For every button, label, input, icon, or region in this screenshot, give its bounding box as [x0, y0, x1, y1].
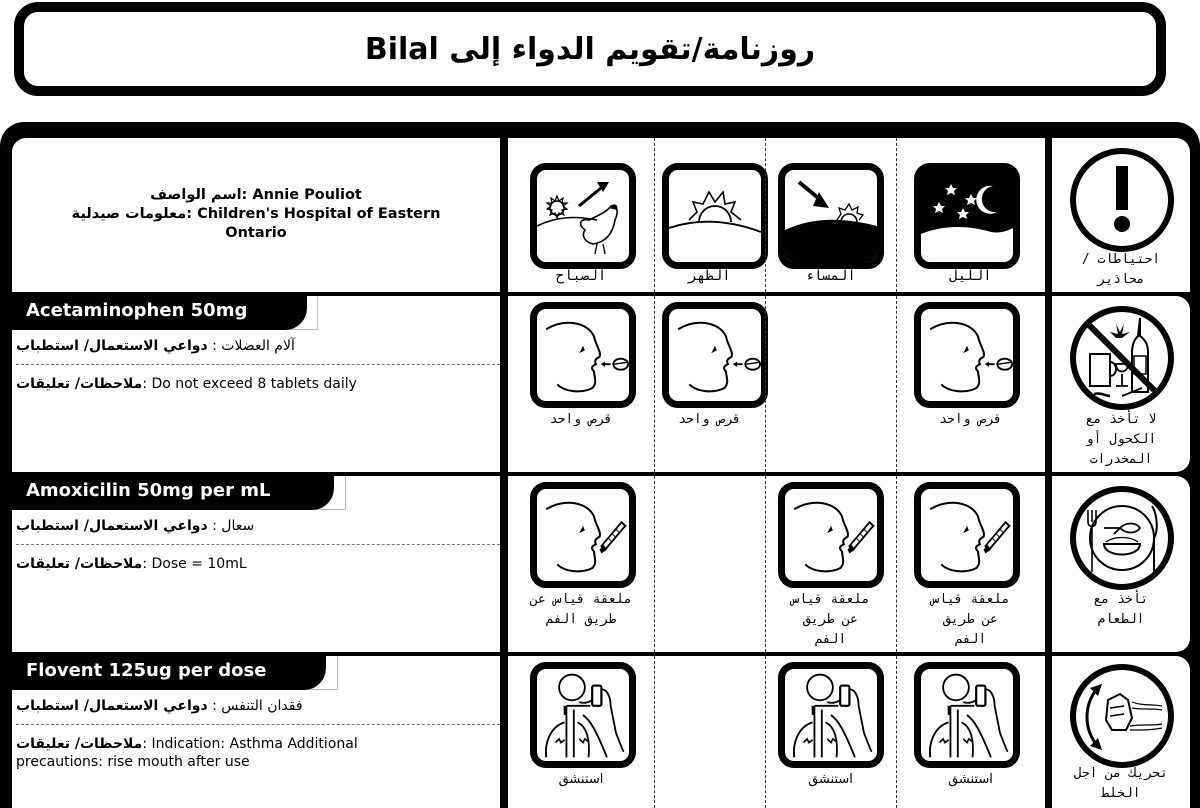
dose-morning [508, 476, 654, 652]
medication-name: Acetaminophen 50mg [12, 296, 307, 330]
indication-label: دواعي الاستعمال/ استطباب [16, 518, 208, 534]
medication-row-doses [508, 476, 1045, 652]
prescriber-name: اسم الواصف: Annie Pouliot [150, 186, 362, 203]
oral-syringe-icon [530, 482, 636, 588]
dose-label: قرص واحد [678, 412, 741, 427]
dose-label-line: عن طريق [803, 612, 858, 627]
time-label-evening: المساء [805, 268, 856, 284]
field-separator [16, 544, 500, 545]
time-column-night [896, 138, 1045, 292]
night-icon [914, 163, 1020, 269]
page-title: Bilal روزنامة/تقويم الدواء إلى [364, 31, 816, 67]
medication-row-info [12, 656, 500, 808]
precautions-header-label [1052, 250, 1190, 290]
exclamation-icon [1070, 148, 1174, 252]
dose-label: قرص واحد [939, 412, 1002, 427]
precaution-line: المخدرات [1089, 452, 1153, 467]
notes-label: ملاحظات/ تعليقات [16, 736, 143, 752]
dose-evening [765, 476, 896, 652]
take-with-food-icon [1070, 486, 1174, 590]
precautions-header [1052, 138, 1190, 292]
precaution-label [1052, 410, 1190, 470]
precaution-label [1052, 590, 1190, 630]
morning-icon [530, 163, 636, 269]
precaution-cell [1052, 476, 1190, 652]
time-column-morning [508, 138, 654, 292]
indication-field: سعال : دواعي الاستعمال/ استطباب [16, 518, 255, 534]
indication-value: آلام العضلات [221, 338, 295, 354]
field-separator [16, 364, 500, 365]
medication-row-doses [508, 296, 1045, 472]
precaution-line: الكحول أو [1085, 432, 1157, 447]
noon-icon [662, 163, 768, 269]
evening-icon [778, 163, 884, 269]
dose-noon [654, 296, 765, 472]
dose-label-line: الفم [954, 632, 987, 647]
dose-evening [765, 656, 896, 808]
indication-value: سعال [221, 518, 255, 534]
dose-label [508, 590, 654, 630]
notes-field: ملاحظات/ تعليقات: Indication: Asthma Additional precautions: rise mouth after use [16, 736, 358, 770]
dose-night [896, 476, 1045, 652]
shake-icon [1070, 664, 1174, 768]
field-separator [16, 724, 500, 725]
time-label-morning: الصباح [555, 268, 607, 284]
dose-morning [508, 296, 654, 472]
dose-label-line: عن طريق [943, 612, 998, 627]
title-box [14, 2, 1166, 96]
notes-value-cont: precautions: rise mouth after use [16, 754, 250, 770]
oral-syringe-icon [914, 482, 1020, 588]
indication-label: دواعي الاستعمال/ استطباب [16, 698, 208, 714]
precaution-cell [1052, 656, 1190, 808]
time-column-evening [765, 138, 896, 292]
indication-value: فقدان التنفس [221, 698, 303, 714]
medication-row-info [12, 476, 500, 652]
tablet-mouth-icon [914, 302, 1020, 408]
dose-noon-empty [654, 476, 765, 652]
dose-night [896, 656, 1045, 808]
time-column-noon [654, 138, 765, 292]
precaution-line: تحريك من اجل [1074, 766, 1168, 781]
dose-noon-empty [654, 656, 765, 808]
dose-morning [508, 656, 654, 808]
time-label-night: الليل [949, 268, 992, 284]
dose-label-line: ملعقة قياس [791, 592, 870, 607]
precaution-line: لا تأخذ مع [1085, 412, 1157, 427]
prescriber-info [72, 186, 441, 243]
dose-label-line: طريق الفم [545, 612, 617, 627]
notes-value: Dose = 10mL [151, 556, 247, 572]
notes-label: ملاحظات/ تعليقات [16, 556, 143, 572]
notes-value: Indication: Asthma Additional [151, 736, 358, 752]
dose-label: استنشق [808, 772, 853, 787]
indication-field: فقدان التنفس : دواعي الاستعمال/ استطباب [16, 698, 303, 714]
precaution-line: تأخذ مع [1093, 592, 1149, 607]
dose-label-line: ملعقة قياس عن [530, 592, 632, 607]
notes-label: ملاحظات/ تعليقات [16, 376, 143, 392]
oral-syringe-icon [778, 482, 884, 588]
precaution-line: الخلط [1101, 786, 1141, 801]
inhaler-icon [914, 662, 1020, 768]
dose-label: استنشق [558, 772, 604, 787]
notes-value: Do not exceed 8 tablets daily [151, 376, 357, 392]
medication-calendar [0, 122, 1200, 808]
notes-field: ملاحظات/ تعليقات: Dose = 10mL [16, 556, 247, 572]
time-label-noon: الظهر [688, 268, 731, 284]
pharmacy-info-cont: Ontario [225, 224, 287, 241]
medication-name: Amoxicilin 50mg per mL [12, 476, 334, 510]
pharmacy-info: معلومات صيدلية: Children's Hospital of Eastern [71, 205, 441, 222]
dose-label [896, 590, 1045, 650]
dose-label: قرص واحد [549, 412, 613, 427]
times-header [508, 138, 1045, 292]
precaution-label [1052, 764, 1190, 804]
dose-label-line: ملعقة قياس [931, 592, 1010, 607]
prescriber-info-panel [12, 138, 500, 292]
medication-row-info [12, 296, 500, 472]
medication-row-doses [508, 656, 1045, 808]
dose-label: استنشق [948, 772, 993, 787]
medication-name: Flovent 125ug per dose [12, 656, 326, 690]
precaution-cell [1052, 296, 1190, 472]
notes-field: ملاحظات/ تعليقات: Do not exceed 8 tablets daily [16, 376, 357, 392]
dose-night [896, 296, 1045, 472]
dose-evening-empty [765, 296, 896, 472]
inhaler-icon [530, 662, 636, 768]
precaution-line: الطعام [1097, 612, 1145, 627]
dose-label-line: الفم [814, 632, 847, 647]
precautions-header-line2: محاذير [1097, 272, 1145, 287]
indication-field: آلام العضلات : دواعي الاستعمال/ استطباب [16, 338, 295, 354]
tablet-mouth-icon [662, 302, 768, 408]
indication-label: دواعي الاستعمال/ استطباب [16, 338, 208, 354]
inhaler-icon [778, 662, 884, 768]
dose-label [765, 590, 896, 650]
precautions-header-line1: احتياطات / [1081, 252, 1161, 267]
tablet-mouth-icon [530, 302, 636, 408]
no-alcohol-drugs-icon [1070, 306, 1174, 410]
